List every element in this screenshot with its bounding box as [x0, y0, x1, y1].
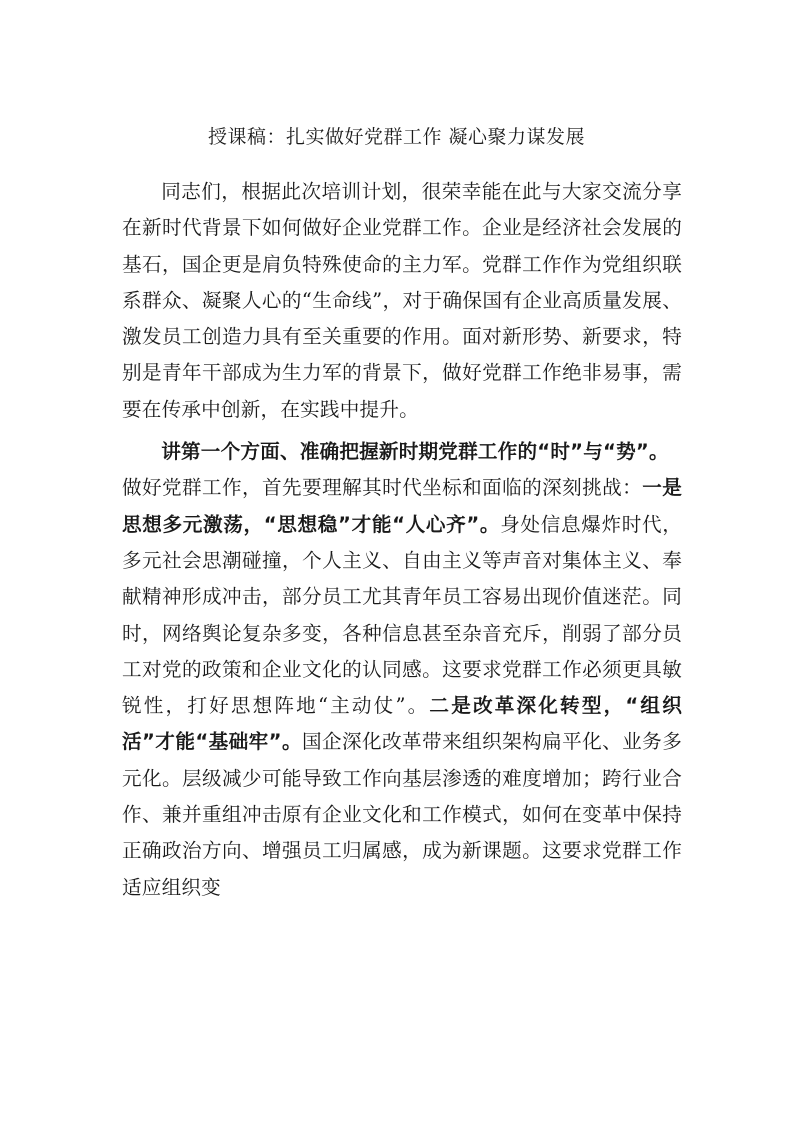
- point-1-text: 身处信息爆炸时代，多元社会思潮碰撞，个人主义、自由主义等声音对集体主义、奉献精神形成冲击，部分员工尤其青年员工容易出现价值迷茫。同时，网络舆论复杂多变，各种信息甚至杂音充斥，削弱了部分员工对党的政策和企业文化的认同感。这要求党群工作必须更具敏锐性，打好思想阵地“主动仗”。: [122, 512, 682, 718]
- point-1-heading: 一是思想多元激荡，“思想稳”才能“人心齐”。: [122, 476, 683, 536]
- section-1-heading: [122, 434, 682, 470]
- section-1-lead: 做好党群工作，首先要理解其时代坐标和面临的深刻挑战：: [122, 476, 643, 500]
- section-1-body: [122, 470, 682, 906]
- section-1-heading-text: 讲第一个方面、准确把握新时期党群工作的“时”与“势”。: [161, 440, 669, 464]
- document-body: [122, 174, 682, 906]
- point-2-heading: 二是改革深化转型，“组织活”才能“基础牢”。: [122, 694, 682, 754]
- intro-paragraph: 同志们，根据此次培训计划，很荣幸能在此与大家交流分享在新时代背景下如何做好企业党群工作。企业是经济社会发展的基石，国企更是肩负特殊使命的主力军。党群工作作为党组织联系群众、凝聚人心的“生命线”，对于确保国有企业高质量发展、激发员工创造力具有至关重要的作用。面对新形势、新要求，特别是青年干部成为生力军的背景下，做好党群工作绝非易事，需要在传承中创新，在实践中提升。: [122, 180, 682, 421]
- point-2-text: 国企深化改革带来组织架构扁平化、业务多元化。层级减少可能导致工作向基层渗透的难度增加；跨行业合作、兼并重组冲击原有企业文化和工作模式，如何在变革中保持正确政治方向、增强员工归属感，成为新课题。这要求党群工作适应组织变: [122, 730, 682, 899]
- document-title: 授课稿：扎实做好党群工作 凝心聚力谋发展: [207, 126, 586, 148]
